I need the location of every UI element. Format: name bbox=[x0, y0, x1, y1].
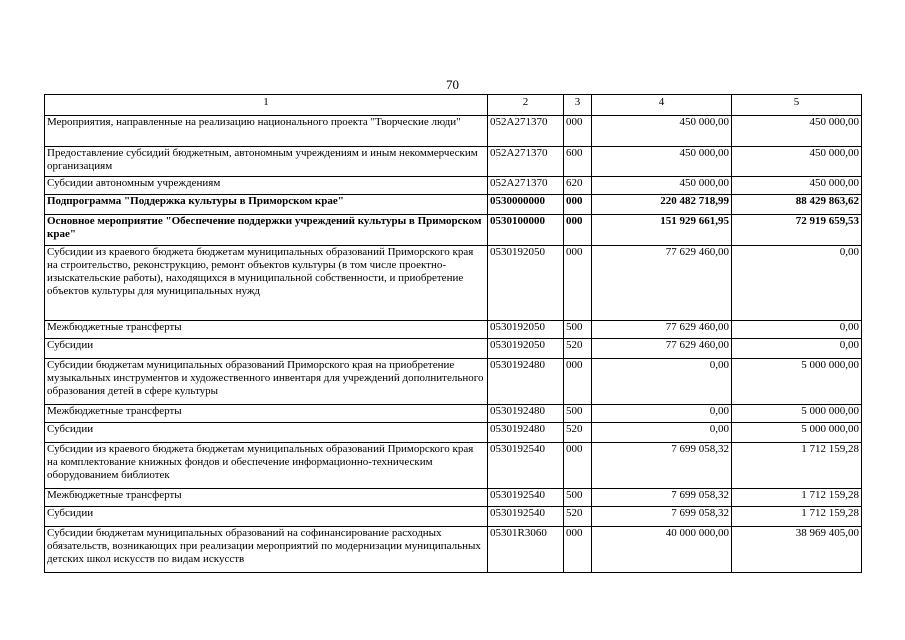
row-amount-2-cell: 5 000 000,00 bbox=[732, 405, 862, 423]
row-type-cell: 000 bbox=[564, 215, 592, 246]
row-code-cell: 0530192480 bbox=[488, 359, 564, 405]
row-amount-1-cell: 7 699 058,32 bbox=[592, 489, 732, 507]
row-amount-2-cell: 88 429 863,62 bbox=[732, 195, 862, 215]
row-name-cell: Субсидии из краевого бюджета бюджетам муниципальных образований Приморского края на комплектование книжных фондов и обеспечение информационно-техническим оборудованием библиотек bbox=[45, 443, 488, 489]
row-type-cell: 000 bbox=[564, 195, 592, 215]
table-header-row bbox=[45, 95, 862, 116]
row-name-cell: Межбюджетные трансферты bbox=[45, 489, 488, 507]
row-amount-2-cell: 0,00 bbox=[732, 321, 862, 339]
row-amount-2-cell: 450 000,00 bbox=[732, 147, 862, 177]
row-code-cell: 052A271370 bbox=[488, 147, 564, 177]
header-col-2: 2 bbox=[488, 95, 564, 116]
row-amount-2-cell: 0,00 bbox=[732, 246, 862, 321]
table-row bbox=[45, 195, 862, 215]
row-code-cell: 0530192540 bbox=[488, 507, 564, 527]
table-row bbox=[45, 147, 862, 177]
page-number: 70 bbox=[446, 77, 459, 92]
row-amount-2-cell: 72 919 659,53 bbox=[732, 215, 862, 246]
row-code-cell: 0530192050 bbox=[488, 339, 564, 359]
table-row bbox=[45, 246, 862, 321]
row-type-cell: 520 bbox=[564, 507, 592, 527]
row-type-cell: 000 bbox=[564, 359, 592, 405]
row-name-cell: Субсидии bbox=[45, 339, 488, 359]
table-row bbox=[45, 339, 862, 359]
row-amount-1-cell: 40 000 000,00 bbox=[592, 527, 732, 573]
row-code-cell: 052A271370 bbox=[488, 116, 564, 147]
row-type-cell: 520 bbox=[564, 423, 592, 443]
row-amount-1-cell: 220 482 718,99 bbox=[592, 195, 732, 215]
row-name-cell: Основное мероприятие "Обеспечение поддержки учреждений культуры в Приморском крае" bbox=[45, 215, 488, 246]
row-amount-1-cell: 77 629 460,00 bbox=[592, 321, 732, 339]
table-row bbox=[45, 527, 862, 573]
row-name-cell: Субсидии из краевого бюджета бюджетам муниципальных образований Приморского края на строительство, реконструкцию, ремонт объектов культуры (в том числе проектно-изыскательские работы), находящихся в муниципальной собственности, и приобретение объектов культуры для муниципальных нужд bbox=[45, 246, 488, 321]
row-amount-2-cell: 5 000 000,00 bbox=[732, 359, 862, 405]
row-type-cell: 620 bbox=[564, 177, 592, 195]
table-row bbox=[45, 443, 862, 489]
row-amount-2-cell: 450 000,00 bbox=[732, 116, 862, 147]
header-col-1: 1 bbox=[45, 95, 488, 116]
row-name-cell: Подпрограмма "Поддержка культуры в Приморском крае" bbox=[45, 195, 488, 215]
header-col-4: 4 bbox=[592, 95, 732, 116]
row-name-cell: Мероприятия, направленные на реализацию национального проекта "Творческие люди" bbox=[45, 116, 488, 147]
row-code-cell: 0530192050 bbox=[488, 321, 564, 339]
row-amount-1-cell: 151 929 661,95 bbox=[592, 215, 732, 246]
row-amount-2-cell: 1 712 159,28 bbox=[732, 507, 862, 527]
header-col-3: 3 bbox=[564, 95, 592, 116]
row-type-cell: 600 bbox=[564, 147, 592, 177]
row-code-cell: 0530000000 bbox=[488, 195, 564, 215]
row-name-cell: Субсидии бюджетам муниципальных образований Приморского края на приобретение музыкальных инструментов и художественного инвентаря для учреждений дополнительного образования детей в сфере культуры bbox=[45, 359, 488, 405]
row-type-cell: 000 bbox=[564, 246, 592, 321]
row-code-cell: 052A271370 bbox=[488, 177, 564, 195]
row-code-cell: 0530100000 bbox=[488, 215, 564, 246]
table-row bbox=[45, 423, 862, 443]
row-type-cell: 500 bbox=[564, 321, 592, 339]
row-amount-2-cell: 1 712 159,28 bbox=[732, 443, 862, 489]
row-type-cell: 500 bbox=[564, 405, 592, 423]
row-amount-1-cell: 450 000,00 bbox=[592, 116, 732, 147]
row-type-cell: 000 bbox=[564, 527, 592, 573]
table-row bbox=[45, 489, 862, 507]
row-name-cell: Предоставление субсидий бюджетным, автономным учреждениям и иным некоммерческим организациям bbox=[45, 147, 488, 177]
row-name-cell: Межбюджетные трансферты bbox=[45, 321, 488, 339]
row-amount-1-cell: 450 000,00 bbox=[592, 147, 732, 177]
row-amount-2-cell: 5 000 000,00 bbox=[732, 423, 862, 443]
header-col-5: 5 bbox=[732, 95, 862, 116]
row-amount-2-cell: 0,00 bbox=[732, 339, 862, 359]
table-row bbox=[45, 215, 862, 246]
row-name-cell: Субсидии бюджетам муниципальных образований на софинансирование расходных обязательств, возникающих при реализации мероприятий по модернизации муниципальных детских школ искусств по видам искусств bbox=[45, 527, 488, 573]
row-name-cell: Субсидии bbox=[45, 423, 488, 443]
row-amount-2-cell: 38 969 405,00 bbox=[732, 527, 862, 573]
row-amount-1-cell: 77 629 460,00 bbox=[592, 339, 732, 359]
table-row bbox=[45, 321, 862, 339]
row-code-cell: 0530192480 bbox=[488, 405, 564, 423]
row-amount-2-cell: 1 712 159,28 bbox=[732, 489, 862, 507]
table-row bbox=[45, 359, 862, 405]
row-amount-1-cell: 77 629 460,00 bbox=[592, 246, 732, 321]
row-name-cell: Субсидии автономным учреждениям bbox=[45, 177, 488, 195]
row-type-cell: 000 bbox=[564, 116, 592, 147]
table-row bbox=[45, 507, 862, 527]
row-type-cell: 520 bbox=[564, 339, 592, 359]
row-code-cell: 0530192540 bbox=[488, 443, 564, 489]
row-amount-1-cell: 0,00 bbox=[592, 359, 732, 405]
row-code-cell: 0530192050 bbox=[488, 246, 564, 321]
table-body bbox=[45, 116, 862, 573]
row-name-cell: Межбюджетные трансферты bbox=[45, 405, 488, 423]
row-amount-1-cell: 7 699 058,32 bbox=[592, 507, 732, 527]
row-amount-1-cell: 7 699 058,32 bbox=[592, 443, 732, 489]
row-code-cell: 05301R3060 bbox=[488, 527, 564, 573]
table-row bbox=[45, 177, 862, 195]
row-name-cell: Субсидии bbox=[45, 507, 488, 527]
row-amount-1-cell: 0,00 bbox=[592, 405, 732, 423]
row-amount-2-cell: 450 000,00 bbox=[732, 177, 862, 195]
row-code-cell: 0530192480 bbox=[488, 423, 564, 443]
budget-table bbox=[44, 94, 862, 573]
row-type-cell: 000 bbox=[564, 443, 592, 489]
table-row bbox=[45, 116, 862, 147]
row-code-cell: 0530192540 bbox=[488, 489, 564, 507]
table-row bbox=[45, 405, 862, 423]
row-amount-1-cell: 450 000,00 bbox=[592, 177, 732, 195]
row-type-cell: 500 bbox=[564, 489, 592, 507]
row-amount-1-cell: 0,00 bbox=[592, 423, 732, 443]
